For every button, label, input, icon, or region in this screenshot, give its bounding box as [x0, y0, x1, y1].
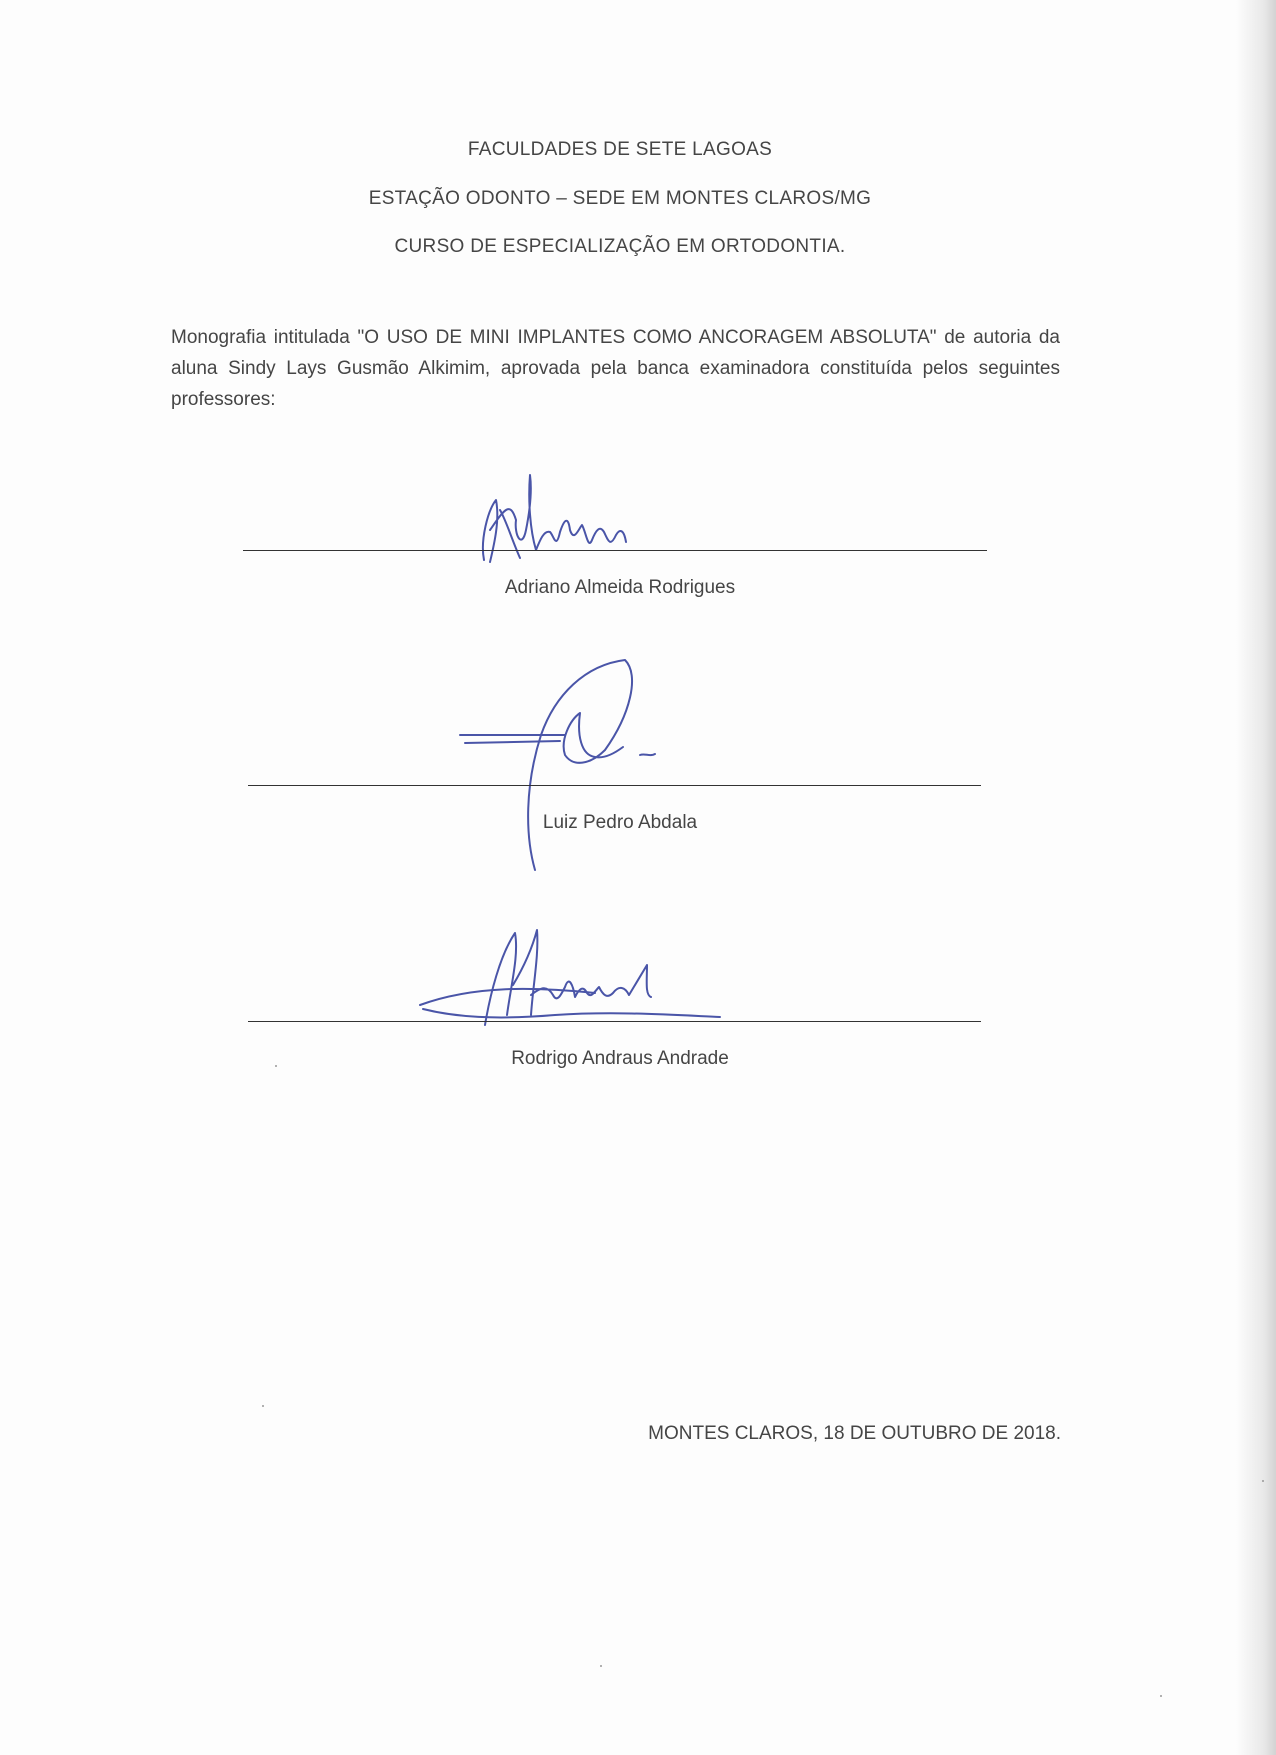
scan-speck [275, 1065, 277, 1067]
handwritten-signature-icon [470, 470, 640, 570]
examiner-name: Luiz Pedro Abdala [542, 812, 698, 833]
date-place: MONTES CLAROS, 18 DE OUTUBRO DE 2018. [648, 1423, 1061, 1444]
signature-line [248, 1021, 981, 1022]
handwritten-signature-icon [455, 655, 685, 875]
scan-speck [1160, 1695, 1162, 1697]
signature-line [248, 785, 981, 786]
examiner-name: Adriano Almeida Rodrigues [504, 577, 736, 598]
institution-campus: ESTAÇÃO ODONTO – SEDE EM MONTES CLAROS/MG [368, 188, 872, 209]
scan-speck [1262, 1480, 1264, 1482]
scan-speck [600, 1665, 602, 1667]
scan-edge-shadow [1236, 0, 1276, 1755]
signature-line [243, 550, 987, 551]
institution-name: FACULDADES DE SETE LAGOAS [467, 139, 773, 160]
course-name: CURSO DE ESPECIALIZAÇÃO EM ORTODONTIA. [394, 236, 846, 257]
scan-speck [262, 1405, 264, 1407]
examiner-name: Rodrigo Andraus Andrade [511, 1048, 729, 1069]
handwritten-signature-icon [415, 925, 725, 1035]
approval-statement: Monografia intitulada "O USO DE MINI IMPLANTES COMO ANCORAGEM ABSOLUTA" de autoria da aluna Sindy Lays Gusmão Alkimim, aprovada pela banca examinadora constituída pelos seguintes professores: [171, 327, 1060, 410]
